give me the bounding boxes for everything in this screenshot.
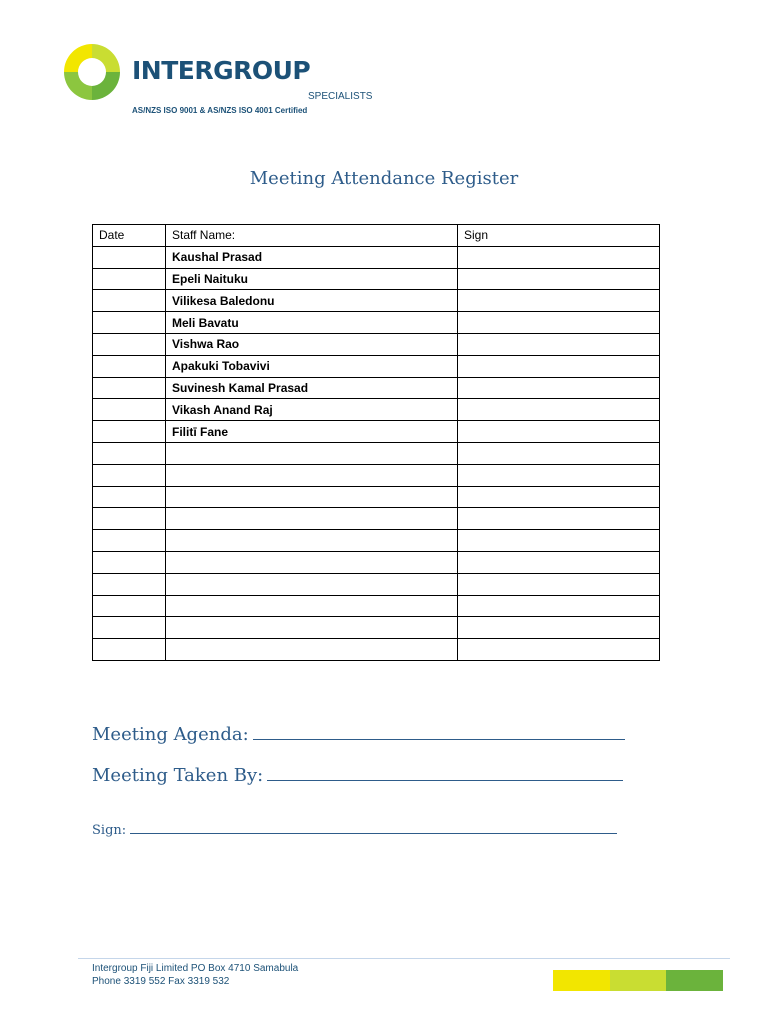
footer-bar-lime [610, 970, 667, 991]
meeting-taken-by-label: Meeting Taken By: [92, 765, 264, 786]
table-row [93, 333, 660, 355]
date-cell[interactable] [93, 573, 166, 595]
footer-bar-green [666, 970, 723, 991]
staff-name-cell[interactable] [166, 573, 458, 595]
sign-cell[interactable] [458, 464, 660, 486]
date-cell[interactable] [93, 377, 166, 399]
meeting-agenda-label: Meeting Agenda: [92, 724, 249, 745]
staff-name-cell: Vikash Anand Raj [166, 399, 458, 421]
table-row [93, 312, 660, 334]
staff-name-cell[interactable] [166, 551, 458, 573]
date-cell[interactable] [93, 268, 166, 290]
date-cell[interactable] [93, 246, 166, 268]
sign-label: Sign: [92, 823, 127, 838]
table-row [93, 377, 660, 399]
staff-name-cell: Epeli Naituku [166, 268, 458, 290]
staff-name-cell[interactable] [166, 595, 458, 617]
staff-name-cell: Suvinesh Kamal Prasad [166, 377, 458, 399]
date-cell[interactable] [93, 399, 166, 421]
staff-name-cell[interactable] [166, 530, 458, 552]
sign-cell[interactable] [458, 377, 660, 399]
column-header-sign: Sign [458, 225, 660, 247]
sign-cell[interactable] [458, 530, 660, 552]
meeting-taken-by-field[interactable] [92, 765, 623, 786]
date-cell[interactable] [93, 464, 166, 486]
sign-cell[interactable] [458, 268, 660, 290]
footer-bar-yellow [553, 970, 610, 991]
meeting-agenda-field[interactable] [92, 724, 625, 745]
footer-line-2: Phone 3319 552 Fax 3319 532 [92, 976, 230, 987]
table-row [93, 595, 660, 617]
staff-name-cell: Kaushal Prasad [166, 246, 458, 268]
sign-cell[interactable] [458, 442, 660, 464]
table-row [93, 551, 660, 573]
table-row [93, 246, 660, 268]
table-row [93, 573, 660, 595]
staff-name-cell: Filitī Fane [166, 421, 458, 443]
table-row [93, 290, 660, 312]
certification-line: AS/NZS ISO 9001 & AS/NZS ISO 4001 Certified [132, 106, 308, 115]
attendance-table [92, 224, 660, 661]
staff-name-cell: Vishwa Rao [166, 333, 458, 355]
document-title: Meeting Attendance Register [249, 168, 519, 189]
table-row [93, 617, 660, 639]
sign-cell[interactable] [458, 399, 660, 421]
brand-tagline: SPECIALISTS [308, 91, 373, 102]
table-row [93, 442, 660, 464]
footer-address [92, 962, 298, 988]
sign-cell[interactable] [458, 290, 660, 312]
staff-name-cell[interactable] [166, 464, 458, 486]
table-row [93, 639, 660, 661]
table-row [93, 530, 660, 552]
attendance-table-body [93, 246, 660, 660]
staff-name-cell: Apakuki Tobavivi [166, 355, 458, 377]
date-cell[interactable] [93, 617, 166, 639]
sign-cell[interactable] [458, 333, 660, 355]
brand-name: INTERGROUP [132, 56, 311, 85]
staff-name-cell[interactable] [166, 442, 458, 464]
table-row [93, 399, 660, 421]
table-row [93, 355, 660, 377]
intergroup-logo-icon [62, 42, 122, 102]
table-row [93, 486, 660, 508]
meeting-agenda-blank[interactable] [253, 738, 625, 740]
date-cell[interactable] [93, 530, 166, 552]
staff-name-cell[interactable] [166, 486, 458, 508]
sign-cell[interactable] [458, 312, 660, 334]
footer-divider [78, 958, 730, 959]
date-cell[interactable] [93, 508, 166, 530]
date-cell[interactable] [93, 421, 166, 443]
sign-cell[interactable] [458, 355, 660, 377]
date-cell[interactable] [93, 486, 166, 508]
meeting-taken-by-blank[interactable] [267, 779, 623, 781]
staff-name-cell: Vilikesa Baledonu [166, 290, 458, 312]
sign-cell[interactable] [458, 573, 660, 595]
table-row [93, 421, 660, 443]
date-cell[interactable] [93, 355, 166, 377]
sign-cell[interactable] [458, 421, 660, 443]
footer-line-1: Intergroup Fiji Limited PO Box 4710 Samabula [92, 963, 299, 974]
date-cell[interactable] [93, 595, 166, 617]
staff-name-cell[interactable] [166, 508, 458, 530]
sign-cell[interactable] [458, 551, 660, 573]
table-row [93, 268, 660, 290]
table-row [93, 464, 660, 486]
sign-cell[interactable] [458, 595, 660, 617]
date-cell[interactable] [93, 333, 166, 355]
staff-name-cell[interactable] [166, 617, 458, 639]
staff-name-cell[interactable] [166, 639, 458, 661]
sign-blank[interactable] [130, 832, 617, 834]
column-header-date: Date [93, 225, 166, 247]
table-header-row [93, 225, 660, 247]
sign-cell[interactable] [458, 486, 660, 508]
sign-cell[interactable] [458, 246, 660, 268]
date-cell[interactable] [93, 290, 166, 312]
sign-cell[interactable] [458, 639, 660, 661]
sign-cell[interactable] [458, 617, 660, 639]
date-cell[interactable] [93, 442, 166, 464]
footer-color-bars [553, 970, 723, 991]
date-cell[interactable] [93, 551, 166, 573]
staff-name-cell: Meli Bavatu [166, 312, 458, 334]
table-row [93, 508, 660, 530]
column-header-staff-name: Staff Name: [166, 225, 458, 247]
date-cell[interactable] [93, 312, 166, 334]
date-cell[interactable] [93, 639, 166, 661]
sign-cell[interactable] [458, 508, 660, 530]
sign-field[interactable] [92, 823, 617, 838]
